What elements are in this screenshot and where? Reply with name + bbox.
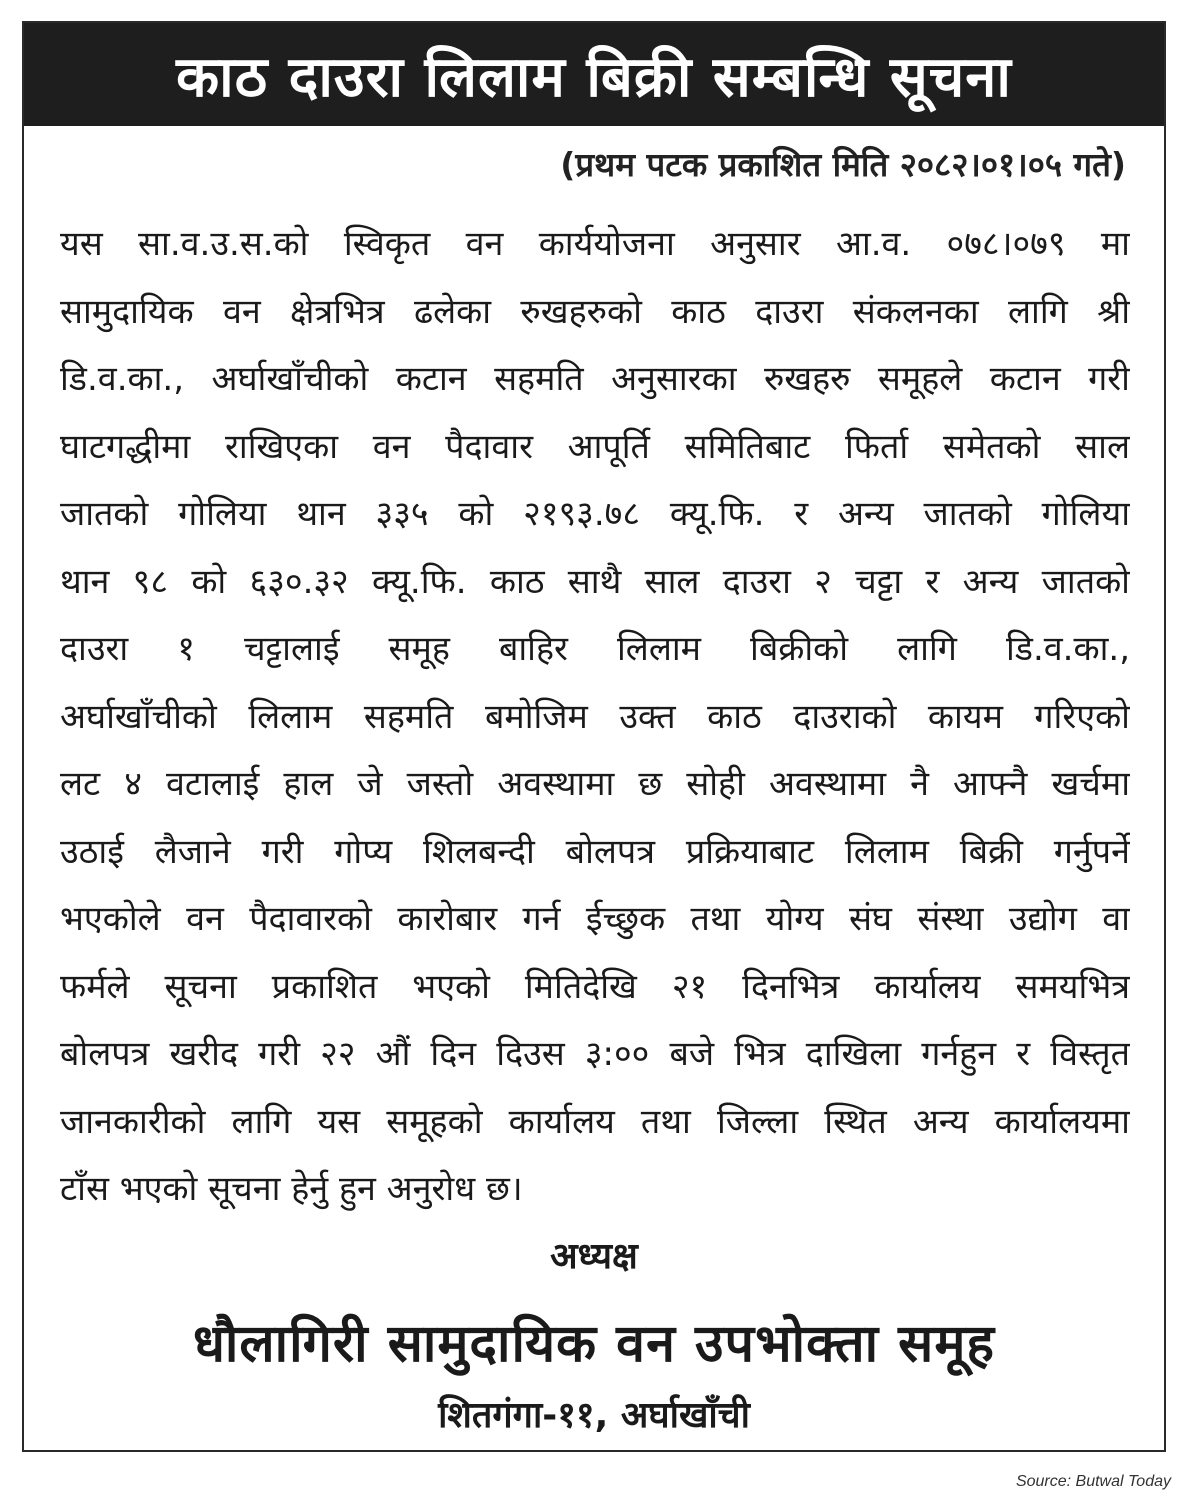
notice-title: काठ दाउरा लिलाम बिक्री सम्बन्धि सूचना bbox=[24, 23, 1164, 126]
body-line: दाउरा १ चट्टालाई समूह बाहिर लिलाम बिक्रीको लागि डि.व.का., bbox=[60, 629, 1130, 669]
source-credit: Source: Butwal Today bbox=[1015, 1473, 1171, 1490]
signatory-title: अध्यक्ष bbox=[550, 1236, 638, 1277]
body-line: घाटगद्धीमा राखिएका वन पैदावार आपूर्ति समितिबाट फिर्ता समेतको साल bbox=[60, 426, 1130, 467]
body-line: उठाई लैजाने गरी गोप्य शिलबन्दी बोलपत्र प्रक्रियाबाट लिलाम बिक्री गर्नुपर्ने bbox=[60, 831, 1130, 872]
body-line: भएकोले वन पैदावारको कारोबार गर्न ईच्छुक तथा योग्य संघ संस्था उद्योग वा bbox=[60, 899, 1130, 939]
body-line: थान ९८ को ६३०.३२ क्यू.फि. काठ साथै साल दाउरा २ चट्टा र अन्य जातको bbox=[60, 561, 1130, 602]
publication-date: (प्रथम पटक प्रकाशित मिति २०८२।०१।०५ गते) bbox=[560, 145, 1126, 184]
body-line: जातको गोलिया थान ३३५ को २१९३.७८ क्यू.फि. र अन्य जातको गोलिया bbox=[60, 494, 1130, 534]
body-line: फर्मले सूचना प्रकाशित भएको मितिदेखि २१ दिनभित्र कार्यालय समयभित्र bbox=[60, 966, 1130, 1007]
body-line: सामुदायिक वन क्षेत्रभित्र ढलेका रुखहरुको काठ दाउरा संकलनका लागि श्री bbox=[60, 291, 1130, 332]
body-line: यस सा.व.उ.स.को स्विकृत वन कार्ययोजना अनुसार आ.व. ०७८।०७९ मा bbox=[60, 224, 1130, 264]
notice-frame bbox=[22, 21, 1166, 1452]
notice-body bbox=[60, 211, 1130, 1224]
body-line: अर्घाखाँचीको लिलाम सहमति बमोजिम उक्त काठ दाउराको कायम गरिएको bbox=[60, 696, 1130, 737]
body-line: लट ४ वटालाई हाल जे जस्तो अवस्थामा छ सोही अवस्थामा नै आफ्नै खर्चमा bbox=[60, 764, 1130, 804]
organization-name: धौलागिरी सामुदायिक वन उपभोक्ता समूह bbox=[192, 1314, 996, 1374]
body-line: जानकारीको लागि यस समूहको कार्यालय तथा जिल्ला स्थित अन्य कार्यालयमा bbox=[60, 1101, 1130, 1142]
body-line: डि.व.का., अर्घाखाँचीको कटान सहमति अनुसारका रुखहरु समूहले कटान गरी bbox=[60, 359, 1130, 399]
organization-address: शितगंगा-११, अर्घाखाँची bbox=[438, 1395, 750, 1436]
body-line: बोलपत्र खरीद गरी २२ औं दिन दिउस ३:०० बजे भित्र दाखिला गर्नहुन र विस्तृत bbox=[60, 1034, 1130, 1074]
body-line: टाँस भएको सूचना हेर्नु हुन अनुरोध छ। bbox=[60, 1169, 523, 1209]
